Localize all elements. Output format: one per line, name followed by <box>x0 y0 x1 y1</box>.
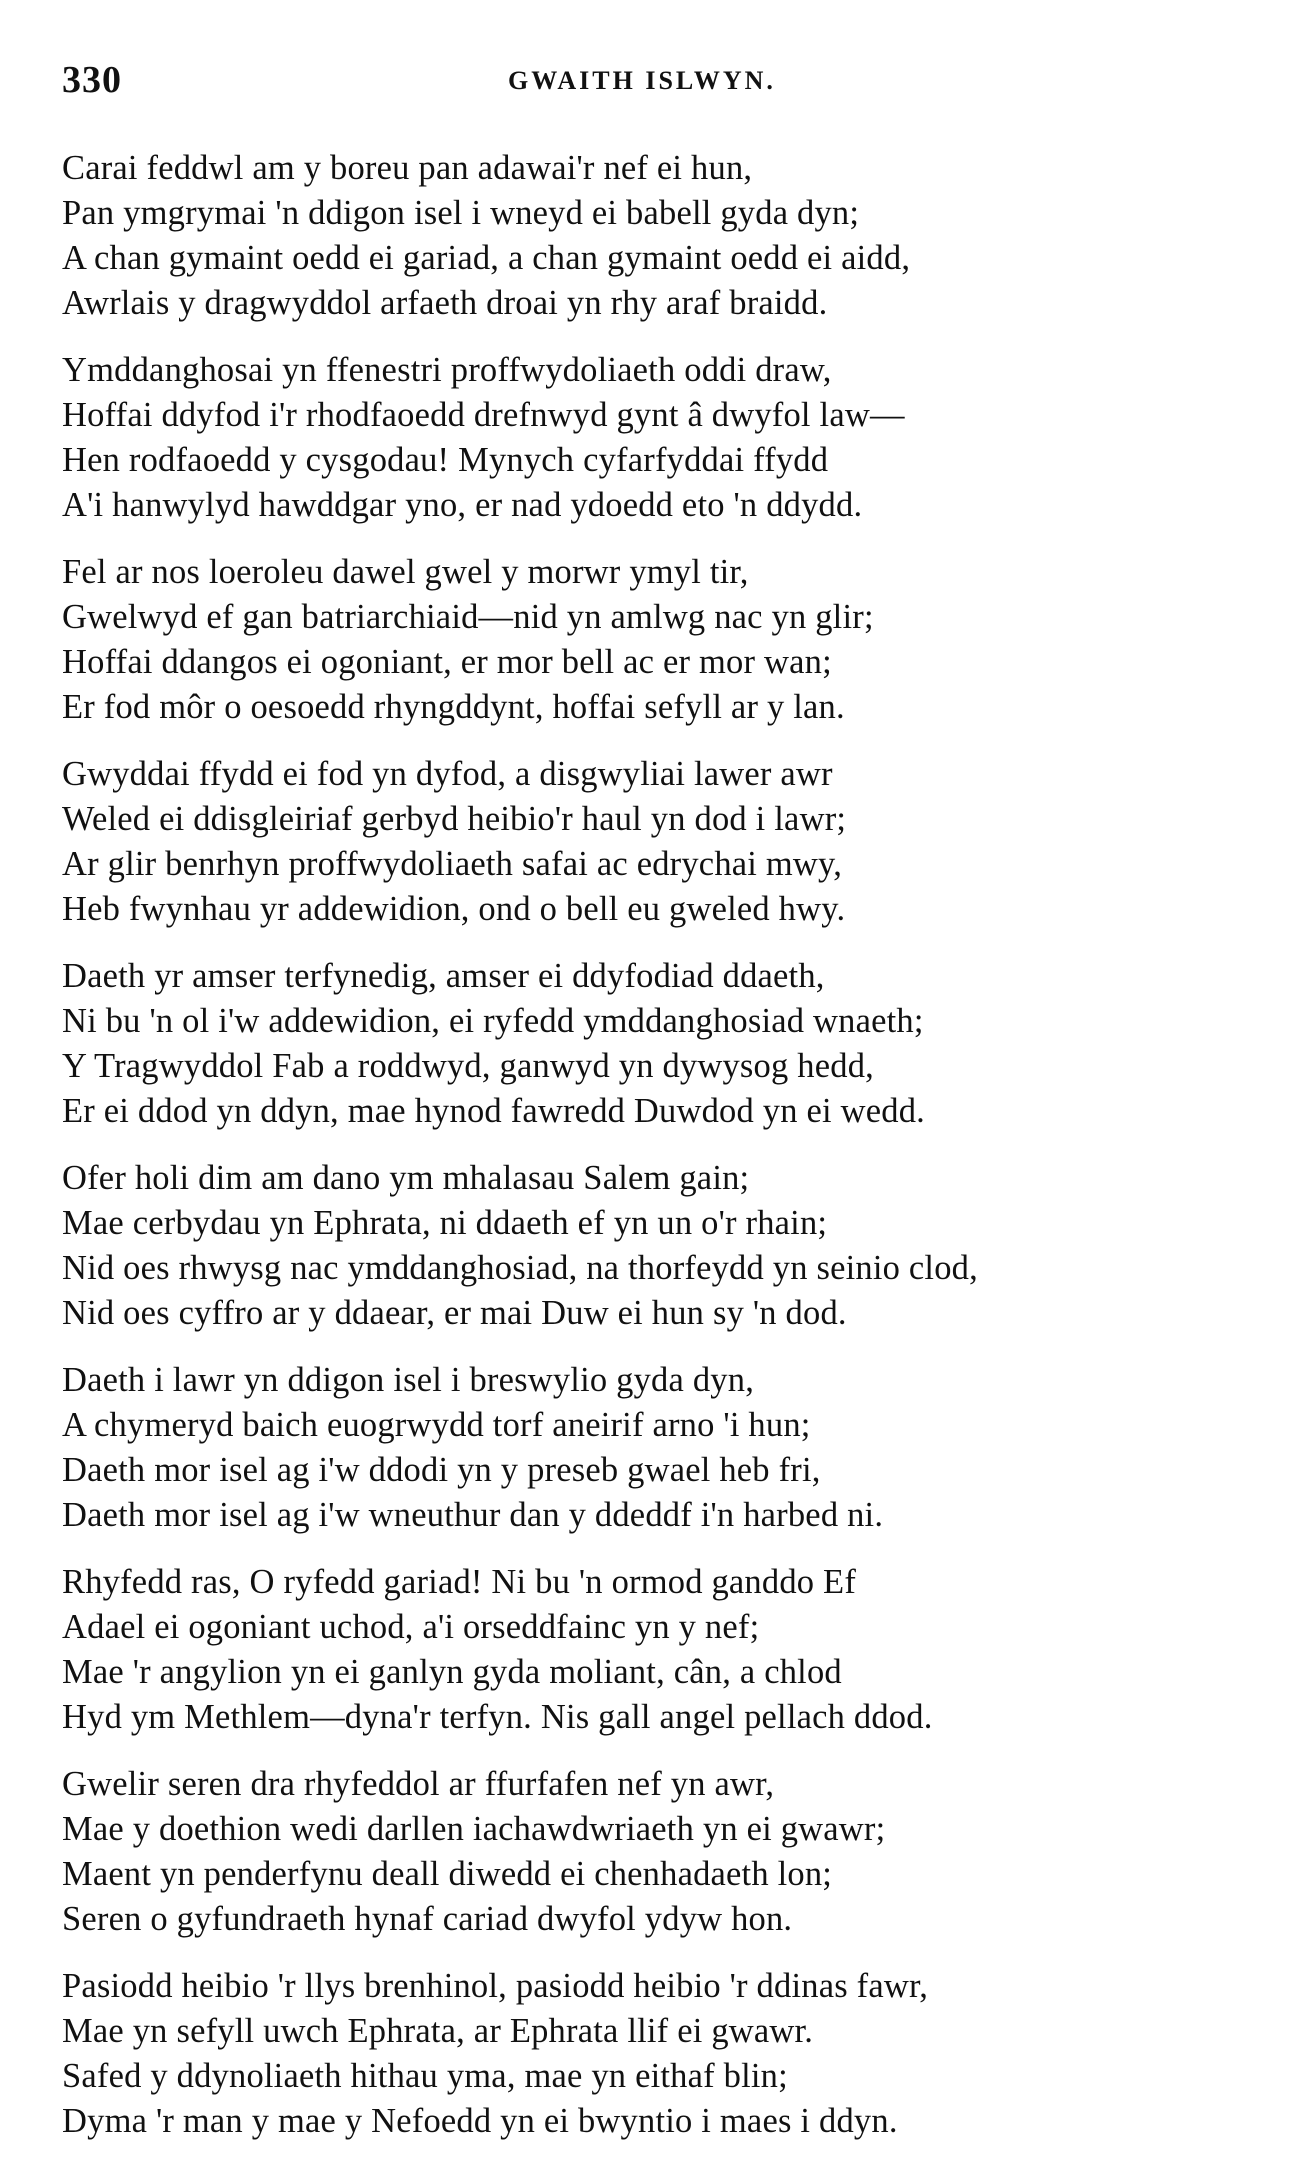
poem-line: Weled ei ddisgleiriaf gerbyd heibio'r haul yn dod i lawr; <box>62 800 847 838</box>
poem-line: Y Tragwyddol Fab a roddwyd, ganwyd yn dywysog hedd, <box>62 1047 874 1085</box>
stanza <box>62 550 1262 730</box>
poem-line: Pasiodd heibio 'r llys brenhinol, pasiodd heibio 'r ddinas fawr, <box>62 1967 929 2005</box>
poem-line: Hoffai ddyfod i'r rhodfaoedd drefnwyd gynt â dwyfol law— <box>62 396 905 434</box>
poem-line: Gwyddai ffydd ei fod yn dyfod, a disgwyliai lawer awr <box>62 755 833 793</box>
poem-line: Daeth mor isel ag i'w wneuthur dan y ddeddf i'n harbed ni. <box>62 1496 884 1534</box>
poem-line: Nid oes cyffro ar y ddaear, er mai Duw ei hun sy 'n dod. <box>62 1294 847 1332</box>
poem-line: Hyd ym Methlem—dyna'r terfyn. Nis gall angel pellach ddod. <box>62 1698 933 1736</box>
poem-line: Heb fwynhau yr addewidion, ond o bell eu gweled hwy. <box>62 890 846 928</box>
stanza <box>62 1762 1262 1942</box>
poem-line: Ni bu 'n ol i'w addewidion, ei ryfedd ymddanghosiad wnaeth; <box>62 1002 924 1040</box>
poem-body <box>62 146 1262 2166</box>
poem-line: Gwelir seren dra rhyfeddol ar ffurfafen nef yn awr, <box>62 1765 775 1803</box>
poem-line: Rhyfedd ras, O ryfedd gariad! Ni bu 'n ormod ganddo Ef <box>62 1563 857 1601</box>
stanza <box>62 348 1262 528</box>
stanza <box>62 1358 1262 1538</box>
poem-line: Awrlais y dragwyddol arfaeth droai yn rhy araf braidd. <box>62 284 828 322</box>
stanza <box>62 954 1262 1134</box>
poem-line: Dyma 'r man y mae y Nefoedd yn ei bwyntio i maes i ddyn. <box>62 2102 898 2140</box>
poem-line: Mae cerbydau yn Ephrata, ni ddaeth ef yn un o'r rhain; <box>62 1204 828 1242</box>
stanza <box>62 752 1262 932</box>
poem-line: Ar glir benrhyn proffwydoliaeth safai ac edrychai mwy, <box>62 845 843 883</box>
page-number: 330 <box>62 59 122 101</box>
poem-line: Pan ymgrymai 'n ddigon isel i wneyd ei babell gyda dyn; <box>62 194 860 232</box>
poem-line: A'i hanwylyd hawddgar yno, er nad ydoedd eto 'n ddydd. <box>62 486 863 524</box>
poem-line: Er ei ddod yn ddyn, mae hynod fawredd Duwdod yn ei wedd. <box>62 1092 925 1130</box>
poem-line: Maent yn penderfynu deall diwedd ei chenhadaeth lon; <box>62 1855 833 1893</box>
poem-line: Daeth i lawr yn ddigon isel i breswylio gyda dyn, <box>62 1361 755 1399</box>
poem-line: Adael ei ogoniant uchod, a'i orseddfainc yn y nef; <box>62 1608 760 1646</box>
poem-line: Carai feddwl am y boreu pan adawai'r nef ei hun, <box>62 149 753 187</box>
stanza <box>62 1560 1262 1740</box>
poem-line: Ymddanghosai yn ffenestri proffwydoliaeth oddi draw, <box>62 351 832 389</box>
poem-line: Ofer holi dim am dano ym mhalasau Salem gain; <box>62 1159 750 1197</box>
poem-line: Mae 'r angylion yn ei ganlyn gyda moliant, cân, a chlod <box>62 1653 842 1691</box>
poem-line: Gwelwyd ef gan batriarchiaid—nid yn amlwg nac yn glir; <box>62 598 874 636</box>
poem-line: Seren o gyfundraeth hynaf cariad dwyfol ydyw hon. <box>62 1900 793 1938</box>
poem-line: Fel ar nos loeroleu dawel gwel y morwr ymyl tir, <box>62 553 749 591</box>
poem-line: Daeth mor isel ag i'w ddodi yn y preseb gwael heb fri, <box>62 1451 821 1489</box>
poem-line: Mae yn sefyll uwch Ephrata, ar Ephrata llif ei gwawr. <box>62 2012 814 2050</box>
poem-line: A chymeryd baich euogrwydd torf aneirif arno 'i hun; <box>62 1406 811 1444</box>
stanza <box>62 1156 1262 1336</box>
poem-line: Mae y doethion wedi darllen iachawdwriaeth yn ei gwawr; <box>62 1810 886 1848</box>
running-title: GWAITH ISLWYN. <box>508 66 776 95</box>
poem-line: Hen rodfaoedd y cysgodau! Mynych cyfarfyddai ffydd <box>62 441 829 479</box>
poem-line: A chan gymaint oedd ei gariad, a chan gymaint oedd ei aidd, <box>62 239 911 277</box>
poem-line: Nid oes rhwysg nac ymddanghosiad, na thorfeydd yn seinio clod, <box>62 1249 978 1287</box>
stanza <box>62 1964 1262 2144</box>
poem-line: Daeth yr amser terfynedig, amser ei ddyfodiad ddaeth, <box>62 957 825 995</box>
stanza <box>62 146 1262 326</box>
poem-line: Hoffai ddangos ei ogoniant, er mor bell ac er mor wan; <box>62 643 832 681</box>
running-head <box>62 58 1222 108</box>
poem-line: Er fod môr o oesoedd rhyngddynt, hoffai sefyll ar y lan. <box>62 688 845 726</box>
poem-line: Safed y ddynoliaeth hithau yma, mae yn eithaf blin; <box>62 2057 788 2095</box>
